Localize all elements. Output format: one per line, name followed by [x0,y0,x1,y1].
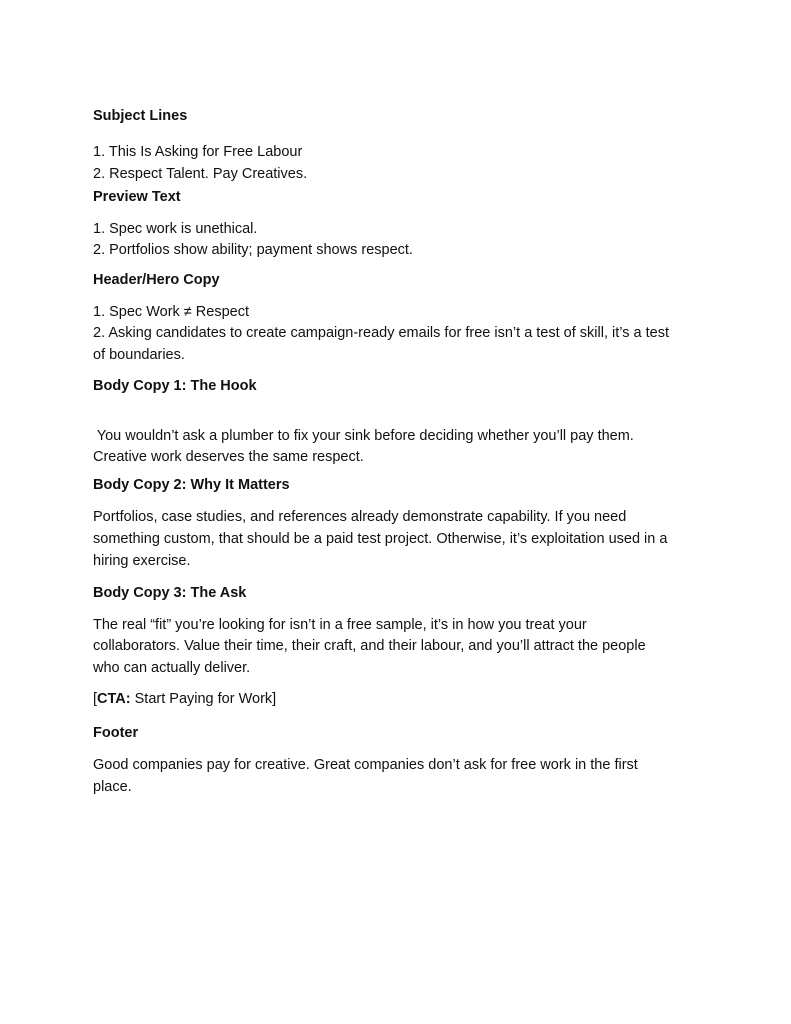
footer-heading: Footer [93,725,139,741]
preview-text-2: 2. Portfolios show ability; payment shows respect. [93,242,413,258]
cta-label: CTA: [97,691,131,707]
header-hero-copy-heading: Header/Hero Copy [93,272,220,288]
cta-text: Start Paying for Work] [130,691,277,707]
body-copy-3-heading: Body Copy 3: The Ask [93,585,247,601]
body-copy-2-line-3: hiring exercise. [93,553,191,569]
body-copy-3-line-3: who can actually deliver. [93,660,251,676]
body-copy-1-line-2: Creative work deserves the same respect. [93,449,364,465]
header-hero-copy-2-cont: of boundaries. [93,347,185,363]
subject-lines-heading: Subject Lines [93,108,188,124]
cta-open-bracket: [ [93,691,98,707]
footer-line-1: Good companies pay for creative. Great companies don’t ask for free work in the first [93,757,638,773]
body-copy-2-heading: Body Copy 2: Why It Matters [93,477,290,493]
cta-line [93,688,276,710]
body-copy-3-line-2: collaborators. Value their time, their craft, and their labour, and you’ll attract the people [93,638,646,654]
footer-line-2: place. [93,779,132,795]
body-copy-3-line-1: The real “fit” you’re looking for isn’t in a free sample, it’s in how you treat your [93,617,587,633]
subject-line-2: 2. Respect Talent. Pay Creatives. [93,166,308,182]
preview-text-heading: Preview Text [93,189,181,205]
preview-text-1: 1. Spec work is unethical. [93,221,258,237]
subject-line-1: 1. This Is Asking for Free Labour [93,144,303,160]
header-hero-copy-1: 1. Spec Work ≠ Respect [93,304,249,320]
header-hero-copy-2: 2. Asking candidates to create campaign-ready emails for free isn’t a test of skill, it’s a test [93,325,669,341]
body-copy-1-line-1: You wouldn’t ask a plumber to fix your sink before deciding whether you’ll pay them. [93,428,634,444]
body-copy-2-line-2: something custom, that should be a paid test project. Otherwise, it’s exploitation used in a [93,531,668,547]
body-copy-2-line-1: Portfolios, case studies, and references already demonstrate capability. If you need [93,509,627,525]
body-copy-1-heading: Body Copy 1: The Hook [93,378,257,394]
